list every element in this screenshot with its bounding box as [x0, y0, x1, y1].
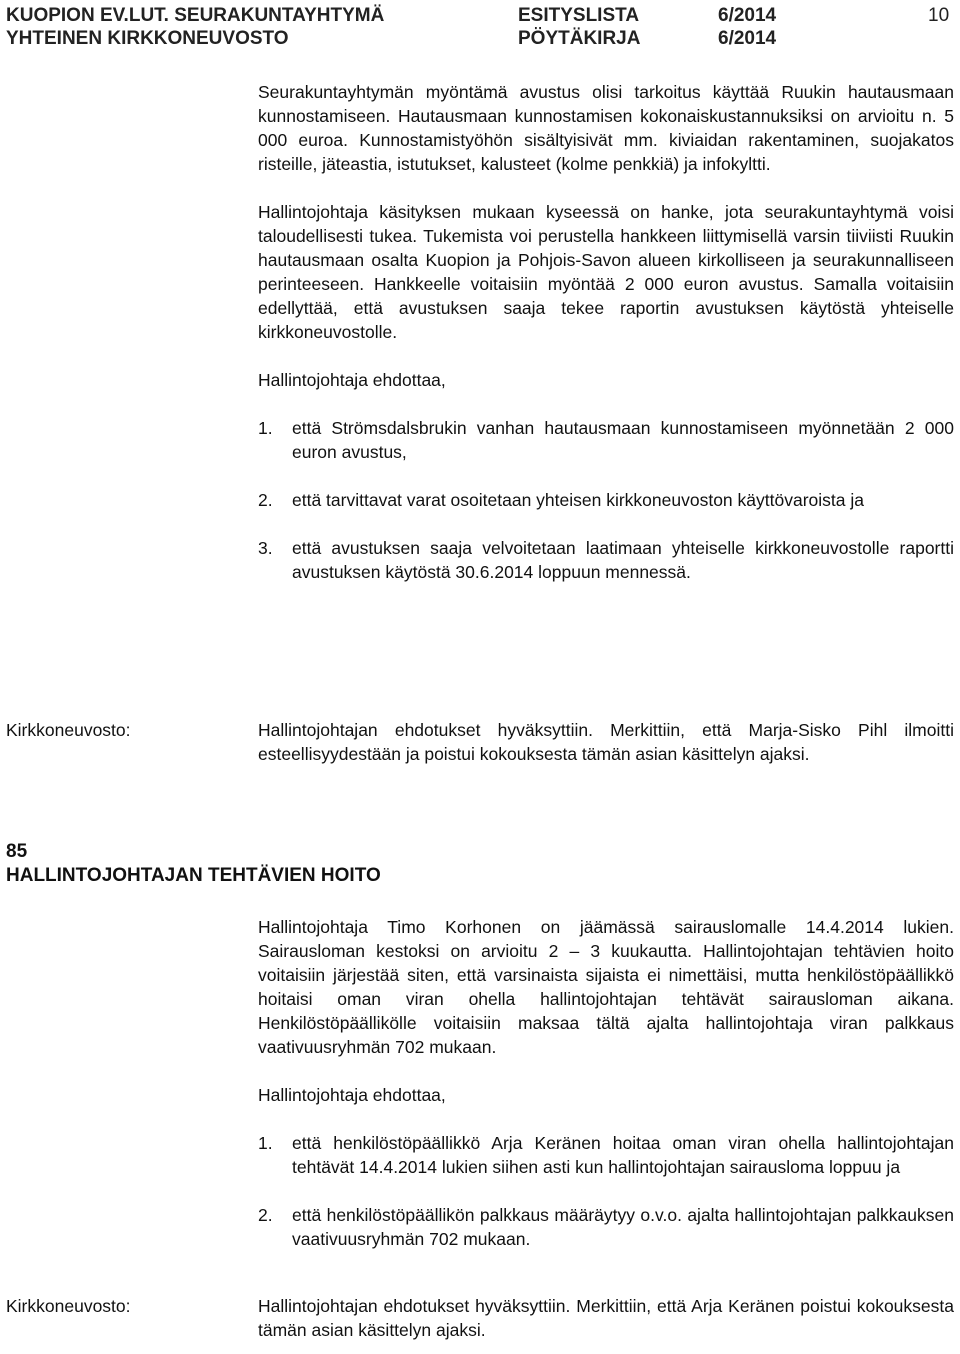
section1-proposal-intro: Hallintojohtaja ehdottaa,: [258, 370, 446, 390]
section2-proposal-list: [258, 1131, 954, 1251]
list-item: [258, 1131, 954, 1179]
list-item: [258, 416, 954, 464]
section1-proposal-list: [258, 416, 954, 584]
section1-paragraph1: Seurakuntayhtymän myöntämä avustus olisi tarkoitus käyttää Ruukin hautausmaan kunnostamiseen. Hautausmaan kunnostamisen kokonaiskustannuksiksi on arvioitu n. 5 000 euroa. Kunnostamistyöhön sisältyisivät mm. kiviaidan rakentaminen, suojakatos risteille, jäteastia, istutukset, kalusteet (kolme penkkiä) ja infokyltti.: [258, 82, 954, 174]
page-header: [6, 4, 956, 50]
section2-decision-text: Hallintojohtajan ehdotukset hyväksyttiin. Merkittiin, että Arja Keränen poistui kokouksesta tämän asian käsittelyn ajaksi.: [258, 1296, 954, 1340]
section2-paragraph1: Hallintojohtaja Timo Korhonen on jäämässä sairauslomalle 14.4.2014 lukien. Sairausloman kestoksi on arvioitu 2 – 3 kuukautta. Hallintojohtajan tehtävien hoito voitaisiin järjestää siten, että varsinaista sijaista ei nimettäisi, mutta henkilöstöpäällikkö hoitaisi oman viran ohella hallintojohtajan tehtävät sairausloman aikana. Henkilöstöpäällikölle voitaisiin maksaa tältä ajalta hallintojohtaja viran palkkaus vaativuusryhmän 702 mukaan.: [258, 917, 954, 1057]
section2-proposal-intro: Hallintojohtaja ehdottaa,: [258, 1085, 446, 1105]
list-item-number: 2.: [258, 1205, 273, 1225]
page-number: 10: [928, 5, 950, 26]
council-name: YHTEINEN KIRKKONEUVOSTO: [6, 28, 289, 49]
doc-type-minutes: PÖYTÄKIRJA: [518, 28, 641, 49]
list-gap: [258, 464, 954, 488]
list-item-text: että henkilöstöpäällikkö Arja Keränen hoitaa oman viran ohella hallintojohtajan tehtävät 14.4.2014 lukien siihen asti kun hallintojohtajan sairausloma loppuu ja: [292, 1133, 954, 1177]
list-item-text: että avustuksen saaja velvoitetaan laatimaan yhteiselle kirkkoneuvostolle raportti avustuksen käytöstä 30.6.2014 loppuun mennessä.: [292, 538, 954, 582]
list-item-number: 1.: [258, 1133, 273, 1153]
list-item: [258, 488, 954, 512]
list-item-text: että tarvittavat varat osoitetaan yhteisen kirkkoneuvoston käyttövaroista ja: [292, 490, 864, 510]
section2-decision-label: Kirkkoneuvosto:: [6, 1296, 131, 1316]
list-item-number: 2.: [258, 490, 273, 510]
section1-decision-text: Hallintojohtajan ehdotukset hyväksyttiin. Merkittiin, että Marja-Sisko Pihl ilmoitti esteellisyydestään ja poistui kokouksesta tämän asian käsittelyn ajaksi.: [258, 720, 954, 764]
section1-decision-label: Kirkkoneuvosto:: [6, 720, 131, 740]
list-gap: [258, 1179, 954, 1203]
list-item-text: että henkilöstöpäällikön palkkaus määräytyy o.v.o. ajalta hallintojohtajan palkkauksen vaativuusryhmän 702 mukaan.: [292, 1205, 954, 1249]
section2-body: [258, 915, 954, 1251]
section2-title: HALLINTOJOHTAJAN TEHTÄVIEN HOITO: [6, 865, 381, 886]
list-item-text: että Strömsdalsbrukin vanhan hautausmaan kunnostamiseen myönnetään 2 000 euron avustus,: [292, 418, 954, 462]
list-item-number: 3.: [258, 538, 273, 558]
org-name: KUOPION EV.LUT. SEURAKUNTAYHTYMÄ: [6, 5, 385, 26]
section1-decision: [258, 718, 954, 766]
section1-body: [258, 80, 954, 584]
list-item: [258, 1203, 954, 1251]
list-item-number: 1.: [258, 418, 273, 438]
section2-number: 85: [6, 841, 28, 862]
doc-number-agenda: 6/2014: [718, 5, 777, 26]
doc-number-minutes: 6/2014: [718, 28, 777, 49]
list-gap: [258, 512, 954, 536]
doc-type-agenda: ESITYSLISTA: [518, 5, 640, 26]
list-item: [258, 536, 954, 584]
section2-decision: [258, 1294, 954, 1342]
section1-paragraph2: Hallintojohtaja käsityksen mukaan kyseessä on hanke, jota seurakuntayhtymä voisi taloudellisesti tukea. Tukemista voi perustella hankkeen liittymisellä varsin tiiviisti Ruukin hautausmaan osalta Kuopion ja Pohjois-Savon alueen kirkolliseen ja seurakunnalliseen perinteeseen. Hankkeelle voitaisiin myöntää 2 000 euron avustus. Samalla voitaisiin edellyttää, että avustuksen saaja tekee raportin avustuksen käytöstä yhteiselle kirkkoneuvostolle.: [258, 202, 954, 342]
